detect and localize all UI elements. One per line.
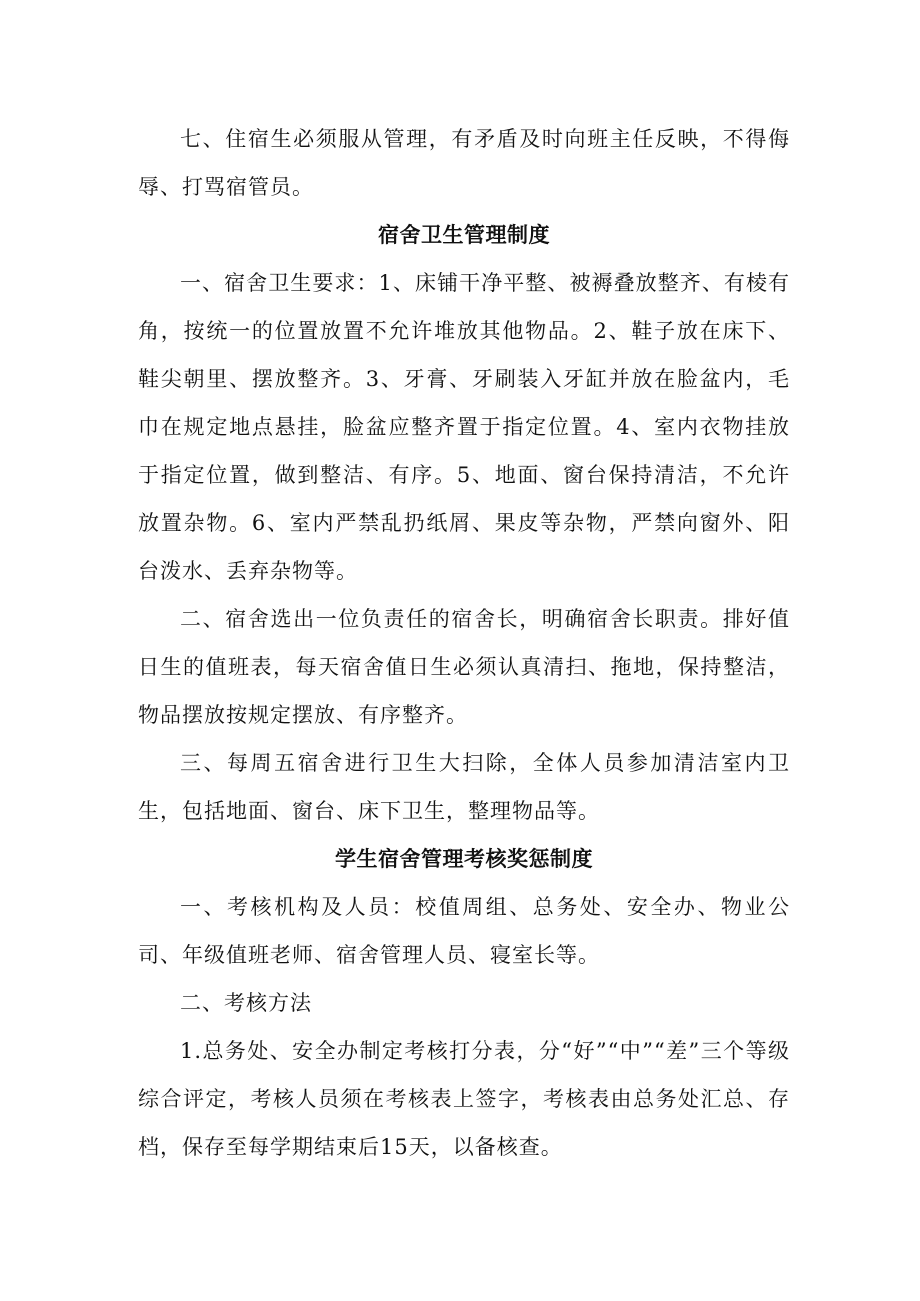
paragraph-dorm-leader: 二、宿舍选出一位负责任的宿舍长，明确宿舍长职责。排好值日生的值班表，每天宿舍值日生必须认真清扫、拖地，保持整洁，物品摆放按规定摆放、有序整齐。 (138, 607, 790, 727)
paragraph-rule-7: 七、住宿生必须服从管理，有矛盾及时向班主任反映，不得侮辱、打骂宿管员。 (138, 127, 790, 199)
paragraph-assessment-staff: 一、考核机构及人员：校值周组、总务处、安全办、物业公司、年级值班老师、宿舍管理人员、寝室长等。 (138, 895, 790, 967)
document-page (138, 115, 790, 1171)
section-title-assessment-rewards: 学生宿舍管理考核奖惩制度 (335, 847, 593, 871)
section-title-dorm-hygiene: 宿舍卫生管理制度 (378, 223, 550, 247)
paragraph-scoring-sheet: 1.总务处、安全办制定考核打分表，分“好”“中”“差”三个等级综合评定，考核人员须在考核表上签字，考核表由总务处汇总、存档，保存至每学期结束后15天，以备核查。 (138, 1039, 790, 1159)
paragraph-weekly-cleaning: 三、每周五宿舍进行卫生大扫除，全体人员参加清洁室内卫生，包括地面、窗台、床下卫生，整理物品等。 (138, 751, 790, 823)
paragraph-assessment-method-heading: 二、考核方法 (180, 991, 312, 1015)
paragraph-hygiene-requirements: 一、宿舍卫生要求：1、床铺干净平整、被褥叠放整齐、有棱有角，按统一的位置放置不允许堆放其他物品。2、鞋子放在床下、鞋尖朝里、摆放整齐。3、牙膏、牙刷装入牙缸并放在脸盆内，毛巾在规定地点悬挂，脸盆应整齐置于指定位置。4、室内衣物挂放于指定位置，做到整洁、有序。5、地面、窗台保持清洁，不允许放置杂物。6、室内严禁乱扔纸屑、果皮等杂物，严禁向窗外、阳台泼水、丢弃杂物等。 (138, 271, 790, 583)
